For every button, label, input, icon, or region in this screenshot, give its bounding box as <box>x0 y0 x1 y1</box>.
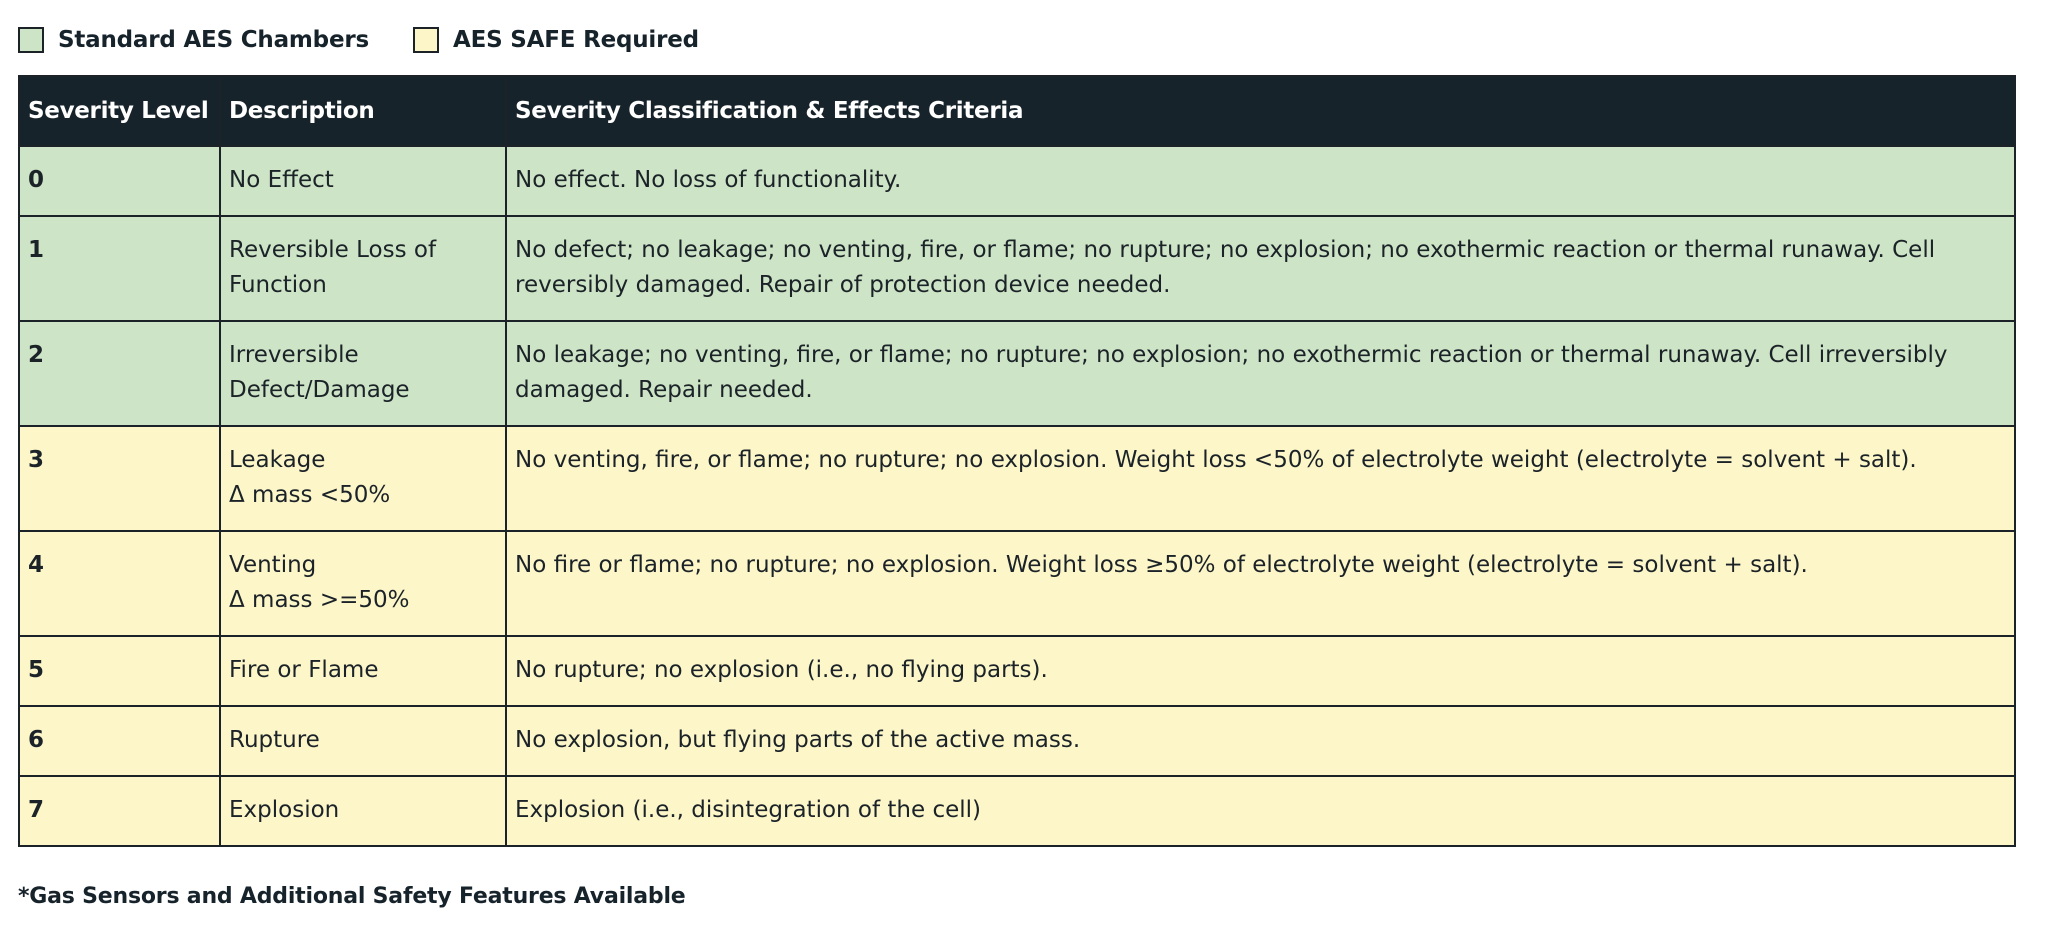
legend-label-standard: Standard AES Chambers <box>58 27 369 53</box>
severity-level-cell: 4 <box>19 531 220 636</box>
description-line: Venting <box>229 552 317 578</box>
description-line: No Effect <box>229 167 334 193</box>
description-cell <box>220 706 506 776</box>
description-line: Δ mass >=50% <box>229 587 410 613</box>
header-severity-level: Severity Level <box>19 76 220 146</box>
severity-level-cell: 0 <box>19 146 220 216</box>
description-line: Leakage <box>229 447 326 473</box>
severity-level-cell: 2 <box>19 321 220 426</box>
legend-item-standard <box>18 27 369 53</box>
description-cell <box>220 531 506 636</box>
severity-level-cell: 5 <box>19 636 220 706</box>
header-description: Description <box>220 76 506 146</box>
criteria-cell: Explosion (i.e., disintegration of the cell) <box>506 776 2015 846</box>
table-row <box>19 636 2015 706</box>
criteria-cell: No venting, fire, or flame; no rupture; no explosion. Weight loss <50% of electrolyte weight (electrolyte = solvent + salt). <box>506 426 2015 531</box>
table-header <box>19 76 2015 146</box>
criteria-cell: No defect; no leakage; no venting, fire, or flame; no rupture; no explosion; no exothermic reaction or thermal runaway. Cell reversibly damaged. Repair of protection device needed. <box>506 216 2015 321</box>
criteria-cell: No leakage; no venting, fire, or flame; no rupture; no explosion; no exothermic reaction or thermal runaway. Cell irreversibly damaged. Repair needed. <box>506 321 2015 426</box>
description-line: Δ mass <50% <box>229 482 391 508</box>
legend-item-safe-required <box>413 27 699 53</box>
table-row <box>19 426 2015 531</box>
description-line: Rupture <box>229 727 320 753</box>
description-line: Explosion <box>229 797 340 823</box>
header-criteria: Severity Classification & Effects Criteria <box>506 76 2015 146</box>
description-cell <box>220 776 506 846</box>
severity-level-cell: 1 <box>19 216 220 321</box>
table-row <box>19 146 2015 216</box>
header-row <box>19 76 2015 146</box>
legend <box>18 24 743 56</box>
description-cell <box>220 636 506 706</box>
severity-table <box>18 75 2016 847</box>
table-row <box>19 776 2015 846</box>
table-row <box>19 531 2015 636</box>
criteria-cell: No rupture; no explosion (i.e., no flying parts). <box>506 636 2015 706</box>
severity-level-cell: 6 <box>19 706 220 776</box>
description-cell <box>220 146 506 216</box>
footnote: *Gas Sensors and Additional Safety Features Available <box>18 884 686 909</box>
legend-swatch-standard <box>18 27 44 53</box>
description-line: Reversible Loss of Function <box>229 237 437 298</box>
table-body <box>19 146 2015 846</box>
table-row <box>19 216 2015 321</box>
description-cell <box>220 216 506 321</box>
description-cell <box>220 321 506 426</box>
criteria-cell: No fire or flame; no rupture; no explosion. Weight loss ≥50% of electrolyte weight (electrolyte = solvent + salt). <box>506 531 2015 636</box>
description-line: Fire or Flame <box>229 657 379 683</box>
description-line: Irreversible Defect/Damage <box>229 342 410 403</box>
legend-swatch-safe-required <box>413 27 439 53</box>
legend-label-safe-required: AES SAFE Required <box>452 27 699 53</box>
table-row <box>19 321 2015 426</box>
criteria-cell: No explosion, but flying parts of the active mass. <box>506 706 2015 776</box>
description-cell <box>220 426 506 531</box>
severity-level-cell: 3 <box>19 426 220 531</box>
table-row <box>19 706 2015 776</box>
criteria-cell: No effect. No loss of functionality. <box>506 146 2015 216</box>
severity-level-cell: 7 <box>19 776 220 846</box>
